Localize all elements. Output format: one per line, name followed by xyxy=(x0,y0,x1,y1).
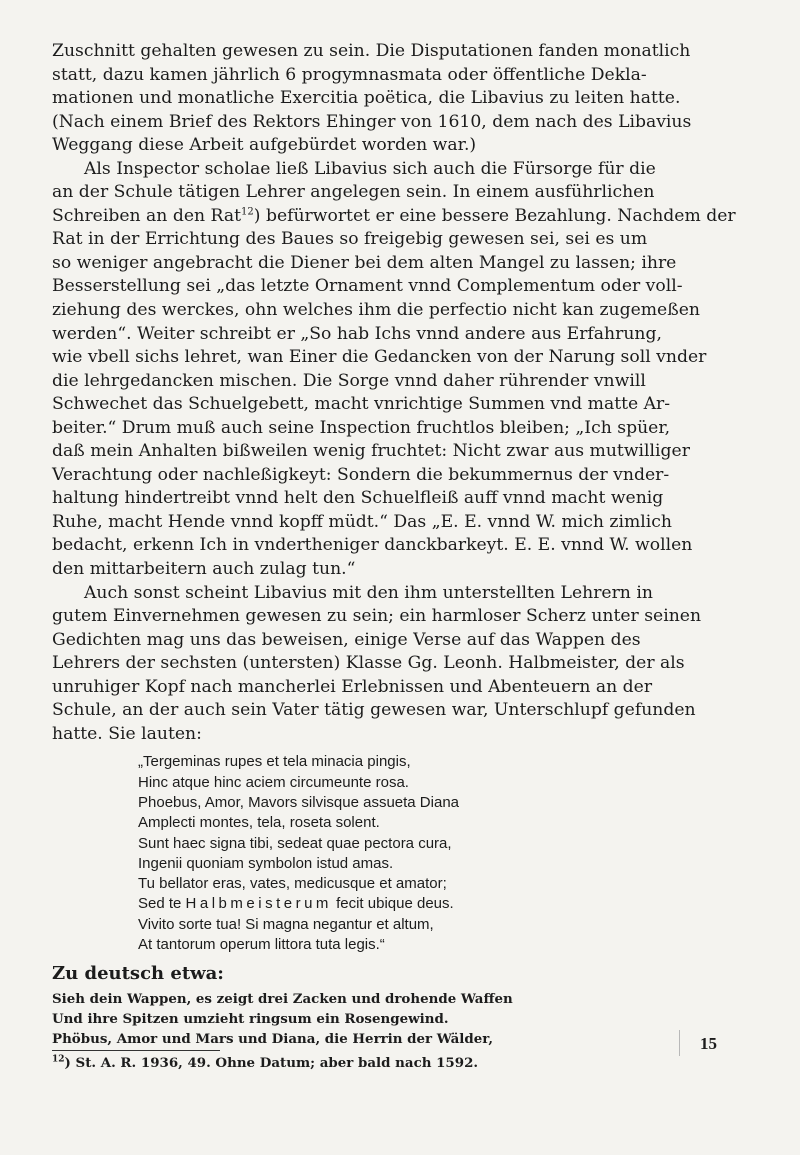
text-line: haltung hindertreibt vnnd helt den Schuelfleiß auff vnnd macht wenig xyxy=(52,488,664,509)
paragraph-libavius-teachers xyxy=(52,582,744,747)
text-line: Schwechet das Schuelgebett, macht vnrichtige Summen vnd matte Ar- xyxy=(52,394,671,415)
text-fragment: Schreiben an den Rat xyxy=(52,205,242,226)
footnote-text: ) St. A. R. 1936, 49. Ohne Datum; aber bald nach 1592. xyxy=(64,1055,479,1072)
text-line: Auch sonst scheint Libavius mit den ihm unterstellten Lehrern in xyxy=(84,582,653,603)
text-line: Weggang diese Arbeit aufgebürdet worden war.) xyxy=(52,135,477,156)
text-line: hatte. Sie lauten: xyxy=(52,723,202,744)
text-line: an der Schule tätigen Lehrer angelegen sein. In einem ausführlichen xyxy=(52,182,655,203)
text-line: so weniger angebracht die Diener bei dem alten Mangel zu lassen; ihre xyxy=(52,252,677,273)
text-line: mationen und monatliche Exercitia poëtica, die Libavius zu leiten hatte. xyxy=(52,88,681,109)
german-translation xyxy=(52,989,744,1049)
text-line: Gedichten mag uns das beweisen, einige Verse auf das Wappen des xyxy=(52,629,641,650)
text-line: Besserstellung sei „das letzte Ornament vnnd Complementum oder voll- xyxy=(52,276,683,297)
text-line: Schule, an der auch sein Vater tätig gewesen war, Unterschlupf gefunden xyxy=(52,700,696,721)
poem-fragment: fecit ubique deus. xyxy=(331,895,454,913)
paragraph-inspector xyxy=(52,158,744,582)
text-line: wie vbell sichs lehret, wan Einer die Gedancken von der Narung soll vnder xyxy=(52,347,707,368)
footnote xyxy=(52,1053,744,1073)
text-line: unruhiger Kopf nach mancherlei Erlebnissen und Abenteuern an der xyxy=(52,676,653,697)
poem-line: Tu bellator eras, vates, medicusque et amator; xyxy=(138,875,447,893)
footnote-divider xyxy=(52,1050,220,1051)
page-content xyxy=(52,40,744,1073)
text-line: statt, dazu kamen jährlich 6 progymnasmata oder öffentliche Dekla- xyxy=(52,64,647,85)
poem-line: Hinc atque hinc aciem circumeunte rosa. xyxy=(138,773,409,791)
poem-fragment-spaced: Halbmeisterum xyxy=(185,895,332,913)
page-number: 15 xyxy=(700,1034,717,1053)
poem-line: Amplecti montes, tela, roseta solent. xyxy=(138,814,380,832)
text-line: die lehrgedancken mischen. Die Sorge vnnd daher rührender vnwill xyxy=(52,370,646,391)
text-line: Lehrers der sechsten (untersten) Klasse Gg. Leonh. Halbmeister, der als xyxy=(52,653,685,674)
text-line: Ruhe, macht Hende vnnd kopff müdt.“ Das „E. E. vnnd W. mich zimlich xyxy=(52,511,672,532)
poem-line: „Tergeminas rupes et tela minacia pingis, xyxy=(138,753,411,771)
poem-line xyxy=(138,894,744,914)
text-fragment: ) befürwortet er eine bessere Bezahlung. Nachdem der xyxy=(253,205,736,226)
text-line: bedacht, erkenn Ich in vndertheniger danckbarkeyt. E. E. vnnd W. wollen xyxy=(52,535,693,556)
text-line: werden“. Weiter schreibt er „So hab Ichs vnnd andere aus Erfahrung, xyxy=(52,323,662,344)
footnote-number: 12 xyxy=(52,1054,65,1065)
poem-line: Phoebus, Amor, Mavors silvisque assueta Diana xyxy=(138,794,459,811)
text-line: beiter.“ Drum muß auch seine Inspection fruchtlos bleiben; „Ich spüer, xyxy=(52,417,671,438)
text-line: gutem Einvernehmen gewesen zu sein; ein harmloser Scherz unter seinen xyxy=(52,606,702,627)
translation-line: Sieh dein Wappen, es zeigt drei Zacken und drohende Waffen xyxy=(52,991,513,1008)
page-mark xyxy=(679,1030,682,1056)
poem-fragment: Sed te xyxy=(138,895,186,913)
text-line: (Nach einem Brief des Rektors Ehinger von 1610, dem nach des Libavius xyxy=(52,111,692,132)
poem-line: Sunt haec signa tibi, sedeat quae pectora cura, xyxy=(138,834,452,852)
text-line: den mittarbeitern auch zulag tun.“ xyxy=(52,559,356,580)
paragraph-disputations xyxy=(52,40,744,158)
latin-poem xyxy=(138,752,744,955)
poem-line: At tantorum operum littora tuta legis.“ xyxy=(138,936,385,954)
text-line: Als Inspector scholae ließ Libavius sich auch die Fürsorge für die xyxy=(84,158,656,179)
text-line: ziehung des werckes, ohn welches ihm die perfectio nicht kan zugemeßen xyxy=(52,300,700,321)
text-line: Verachtung oder nachleßigkeyt: Sondern die bekummernus der vnder- xyxy=(52,464,670,485)
translation-line: Und ihre Spitzen umzieht ringsum ein Rosengewind. xyxy=(52,1011,449,1028)
translation-line: Phöbus, Amor und Mars und Diana, die Herrin der Wälder, xyxy=(52,1031,494,1048)
text-line: Zuschnitt gehalten gewesen zu sein. Die Disputationen fanden monatlich xyxy=(52,41,691,61)
poem-line: Ingenii quoniam symbolon istud amas. xyxy=(138,854,394,872)
german-heading: Zu deutsch etwa: xyxy=(52,963,224,985)
text-line: daß mein Anhalten bißweilen wenig fruchtet: Nicht zwar aus mutwilliger xyxy=(52,441,690,462)
poem-line: Vivito sorte tua! Si magna negantur et altum, xyxy=(138,915,434,933)
text-line xyxy=(52,205,744,229)
text-line: Rat in der Errichtung des Baues so freigebig gewesen sei, sei es um xyxy=(52,229,648,250)
footnote-ref: 12 xyxy=(241,206,254,218)
